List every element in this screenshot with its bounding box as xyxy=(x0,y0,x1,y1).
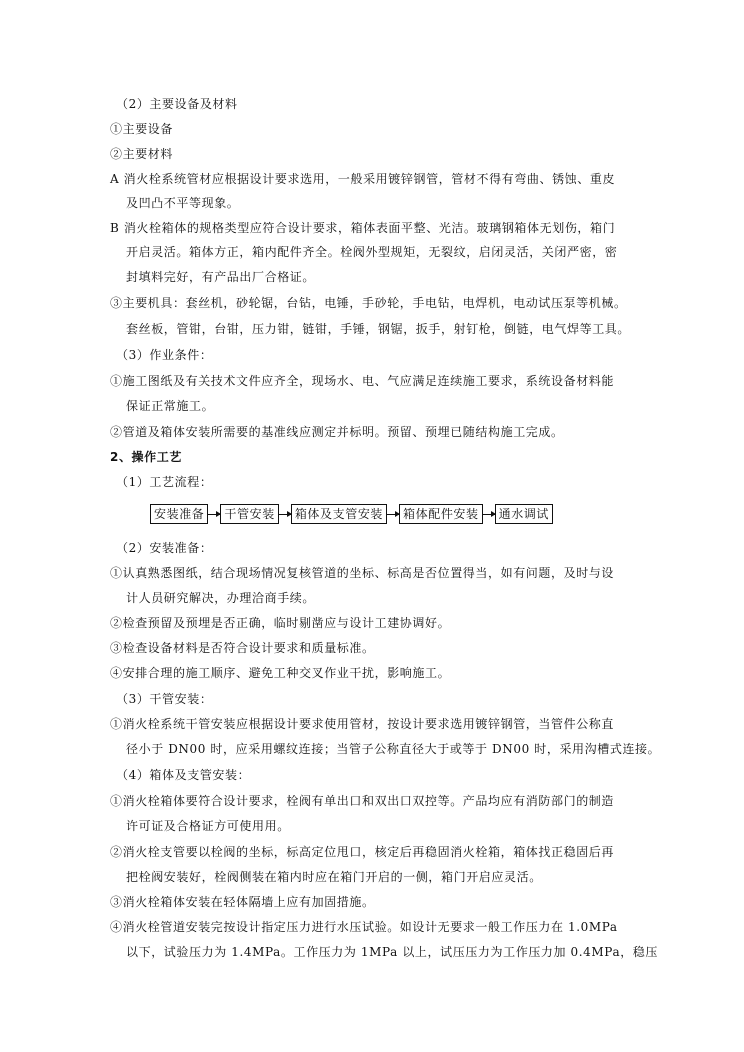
process-flowchart xyxy=(150,503,553,525)
paragraph-line: 以下，试验压力为 1.4MPa。工作压力为 1MPa 以上，试压压力为工作压力加 0.4MPa，稳压 xyxy=(126,945,658,959)
paragraph-line: ③主要机具：套丝机，砂轮锯，台钻，电锤，手砂轮，手电钻，电焊机，电动试压泵等机械。 xyxy=(110,296,627,310)
paragraph-line: 许可证及合格证方可使用用。 xyxy=(126,819,290,833)
paragraph-line: ②主要材料 xyxy=(110,147,174,161)
flow-step: 干管安装 xyxy=(220,504,278,524)
paragraph-line: 及凹凸不平等现象。 xyxy=(126,196,240,210)
paragraph-line: ②检查预留及预埋是否正确，临时剔凿应与设计工建协调好。 xyxy=(110,616,451,630)
subsection-heading: （2）安装准备： xyxy=(116,541,213,555)
flow-arrow-icon xyxy=(387,514,399,515)
paragraph-line: ③检查设备材料是否符合设计要求和质量标准。 xyxy=(110,641,375,655)
paragraph-line: 把栓阀安装好，栓阀侧装在箱内时应在箱门开启的一侧，箱门开启应灵活。 xyxy=(126,870,542,884)
paragraph-line: 保证正常施工。 xyxy=(126,399,215,413)
paragraph-line: 封填料完好，有产品出厂合格证。 xyxy=(126,270,316,284)
flow-step: 箱体及支管安装 xyxy=(291,504,387,524)
paragraph-line: A 消火栓系统管材应根据设计要求选用，一般采用镀锌钢管，管材不得有弯曲、锈蚀、重皮 xyxy=(110,172,616,186)
flow-arrow-icon xyxy=(279,514,291,515)
paragraph-line: ④安排合理的施工顺序、避免工种交叉作业干扰，影响施工。 xyxy=(110,666,451,680)
paragraph-line: ①认真熟悉图纸，结合现场情况复核管道的坐标、标高是否位置得当，如有问题，及时与设 xyxy=(110,566,615,580)
paragraph-line: 径小于 DN00 时，应采用螺纹连接；当管子公称直径大于或等于 DN00 时，采用沟槽式连接。 xyxy=(126,742,661,756)
subsection-heading: （1）工艺流程： xyxy=(116,475,213,489)
subsection-heading: （3）作业条件： xyxy=(116,348,213,362)
paragraph-line: ①消火栓系统干管安装应根据设计要求使用管材，按设计要求选用镀锌钢管，当管件公称直 xyxy=(110,717,615,731)
subsection-heading: （3）干管安装： xyxy=(116,692,213,706)
flow-step: 箱体配件安装 xyxy=(399,504,483,524)
section-heading: 2、操作工艺 xyxy=(110,450,182,464)
flow-step: 通水调试 xyxy=(495,504,553,524)
paragraph-line: ②消火栓支管要以栓阀的坐标，标高定位甩口，核定后再稳固消火栓箱，箱体找正稳固后再 xyxy=(110,845,615,859)
paragraph-line: 套丝板，管钳，台钳，压力钳，链钳，手锤，钢锯，扳手，射钉枪，倒链，电气焊等工具。 xyxy=(126,322,631,336)
subsection-heading: （4）箱体及支管安装： xyxy=(116,768,251,782)
paragraph-line: B 消火栓箱体的规格类型应符合设计要求，箱体表面平整、光洁。玻璃钢箱体无划伤，箱门 xyxy=(110,221,616,235)
paragraph-line: 开启灵活。箱体方正，箱内配件齐全。栓阀外型规矩，无裂纹，启闭灵活，关闭严密，密 xyxy=(126,245,618,259)
paragraph-line: ③消火栓箱体安装在轻体隔墙上应有加固措施。 xyxy=(110,895,375,909)
paragraph-line: ②管道及箱体安装所需要的基准线应测定并标明。预留、预埋已随结构施工完成。 xyxy=(110,425,564,439)
paragraph-line: ①主要设备 xyxy=(110,122,174,136)
paragraph-line: 计人员研究解决，办理洽商手续。 xyxy=(126,591,316,605)
flow-step: 安装准备 xyxy=(150,504,208,524)
paragraph-line: ①消火栓箱体要符合设计要求，栓阀有单出口和双出口双控等。产品均应有消防部门的制造 xyxy=(110,794,615,808)
flow-arrow-icon xyxy=(208,514,220,515)
paragraph-line: ①施工图纸及有关技术文件应齐全，现场水、电、气应满足连续施工要求，系统设备材料能 xyxy=(110,374,615,388)
paragraph-line: ④消火栓管道安装完按设计指定压力进行水压试验。如设计无要求一般工作压力在 1.0MPa xyxy=(110,920,618,934)
flow-arrow-icon xyxy=(483,514,495,515)
subsection-heading: （2）主要设备及材料 xyxy=(116,97,238,111)
